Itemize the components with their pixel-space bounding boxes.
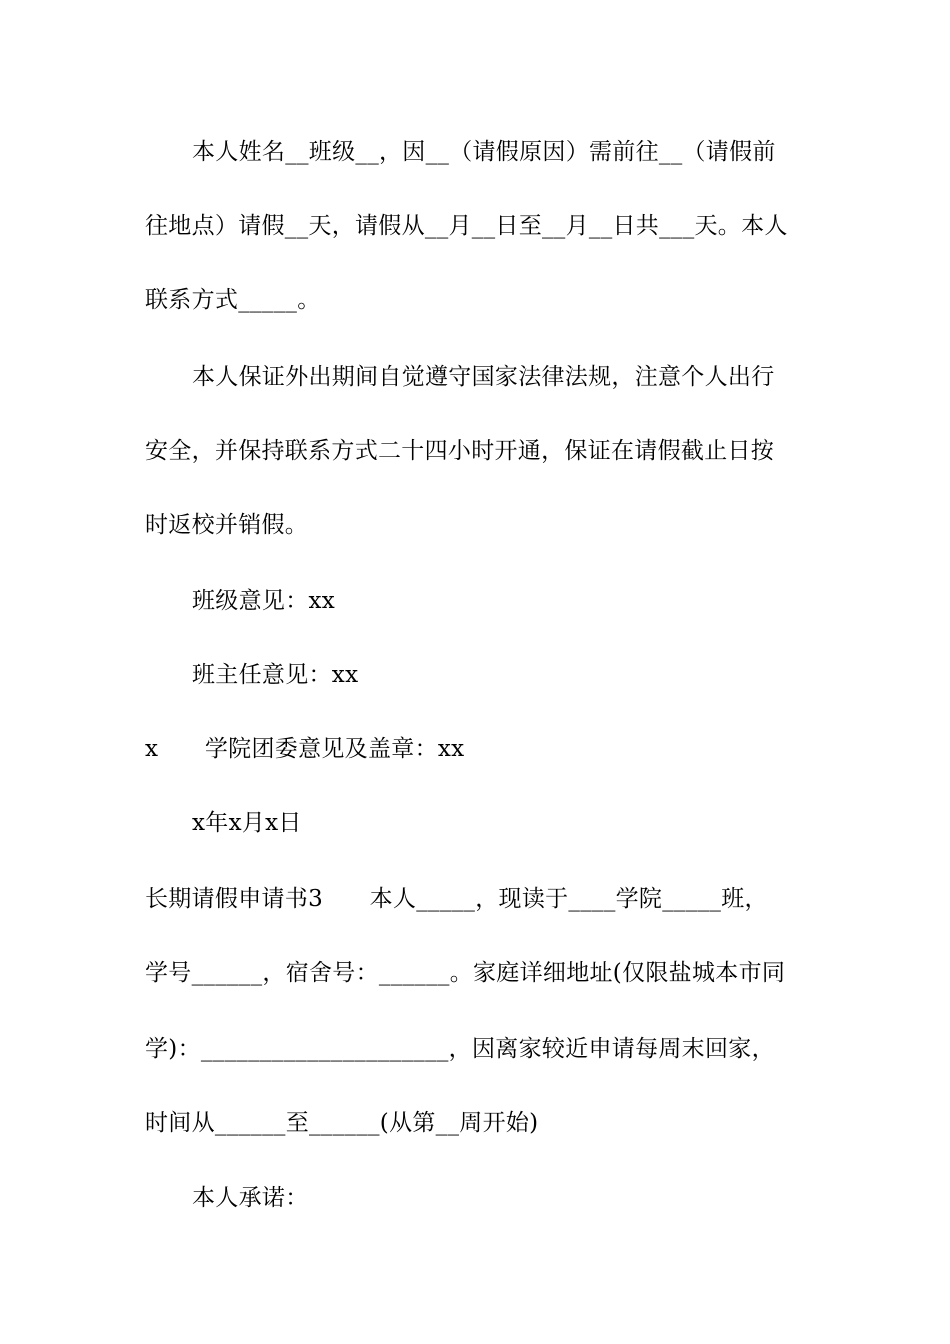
paragraph-1-line-1: 本人姓名__班级__，因__（请假原因）需前往__（请假前 — [192, 139, 776, 165]
college-opinion: x 学院团委意见及盖章：xx — [145, 736, 465, 762]
letter-3-line-4: 时间从______至______(从第__周开始) — [145, 1110, 539, 1136]
teacher-opinion: 班主任意见：xx — [192, 662, 359, 688]
paragraph-2-line-3: 时返校并销假。 — [145, 512, 309, 538]
promise-heading: 本人承诺： — [192, 1185, 309, 1211]
letter-3-line-3: 学)：_____________________，因离家较近申请每周末回家， — [145, 1036, 775, 1062]
paragraph-2-line-1: 本人保证外出期间自觉遵守国家法律法规，注意个人出行 — [192, 364, 775, 390]
letter-3-line-1: 长期请假申请书3 本人_____，现读于____学院_____班， — [145, 886, 768, 912]
class-opinion: 班级意见：xx — [192, 588, 336, 614]
date-line: x年x月x日 — [192, 810, 302, 836]
letter-3-line-2: 学号______，宿舍号：______。家庭详细地址(仅限盐城本市同 — [145, 960, 786, 986]
paragraph-1-line-3: 联系方式_____。 — [145, 287, 321, 313]
paragraph-2-line-2: 安全，并保持联系方式二十四小时开通，保证在请假截止日按 — [145, 438, 775, 464]
paragraph-1-line-2: 往地点）请假__天，请假从__月__日至__月__日共___天。本人 — [145, 213, 788, 239]
